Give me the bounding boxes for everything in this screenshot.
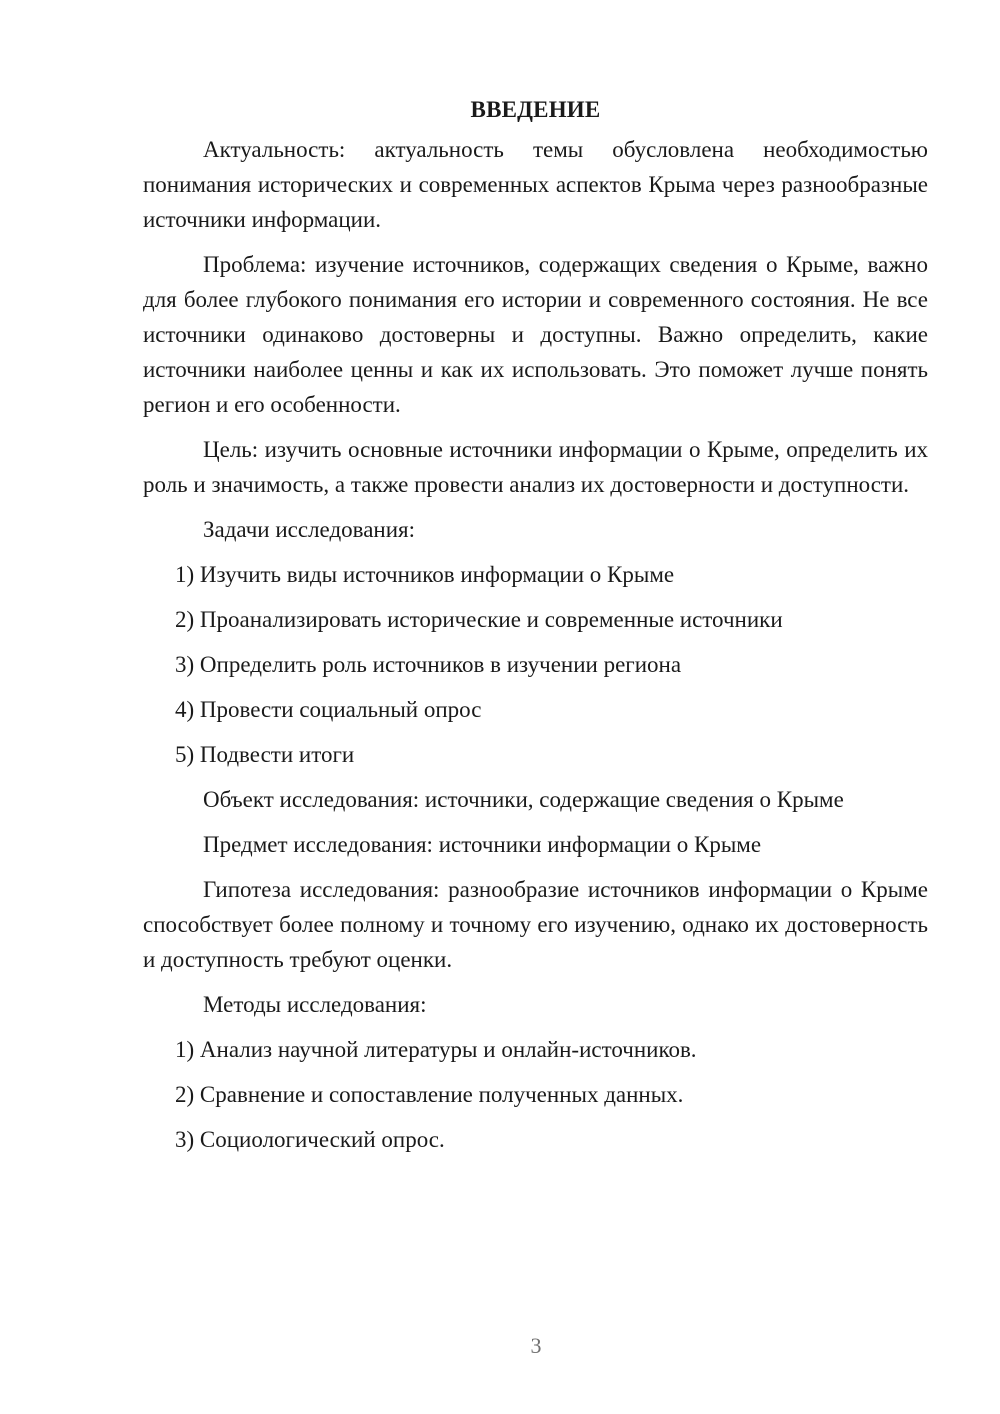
relevance-paragraph: Актуальность: актуальность темы обусловлена необходимостью понимания исторических и современных аспектов Крыма через разнообразные источники информации. (143, 137, 928, 232)
method-item: 1) Анализ научной литературы и онлайн-источников. (175, 1037, 697, 1062)
tasks-heading: Задачи исследования: (203, 517, 416, 542)
section-title: ВВЕДЕНИЕ (470, 97, 601, 122)
page-content (143, 92, 928, 1167)
method-item: 2) Сравнение и сопоставление полученных данных. (175, 1082, 684, 1107)
task-item: 3) Определить роль источников в изучении региона (175, 652, 682, 677)
method-item: 3) Социологический опрос. (175, 1127, 445, 1152)
page-number: 3 (530, 1333, 542, 1358)
task-item: 5) Подвести итоги (175, 742, 355, 767)
task-item: 4) Провести социальный опрос (175, 697, 482, 722)
task-item: 2) Проанализировать исторические и современные источники (175, 607, 783, 632)
hypothesis-paragraph: Гипотеза исследования: разнообразие источников информации о Крыме способствует более полному и точному его изучению, однако их достоверность и доступность требуют оценки. (143, 877, 928, 972)
problem-paragraph: Проблема: изучение источников, содержащих сведения о Крыме, важно для более глубокого понимания его истории и современного состояния. Не все источники одинаково достоверны и доступны. Важно определить, какие источники наиболее ценны и как их использовать. Это поможет лучше понять регион и его особенности. (143, 252, 928, 417)
task-item: 1) Изучить виды источников информации о Крыме (175, 562, 675, 587)
subject-line: Предмет исследования: источники информации о Крыме (203, 832, 762, 857)
methods-heading: Методы исследования: (203, 992, 427, 1017)
object-line: Объект исследования: источники, содержащие сведения о Крыме (203, 787, 844, 812)
goal-paragraph: Цель: изучить основные источники информации о Крыме, определить их роль и значимость, а также провести анализ их достоверности и доступности. (143, 437, 928, 497)
